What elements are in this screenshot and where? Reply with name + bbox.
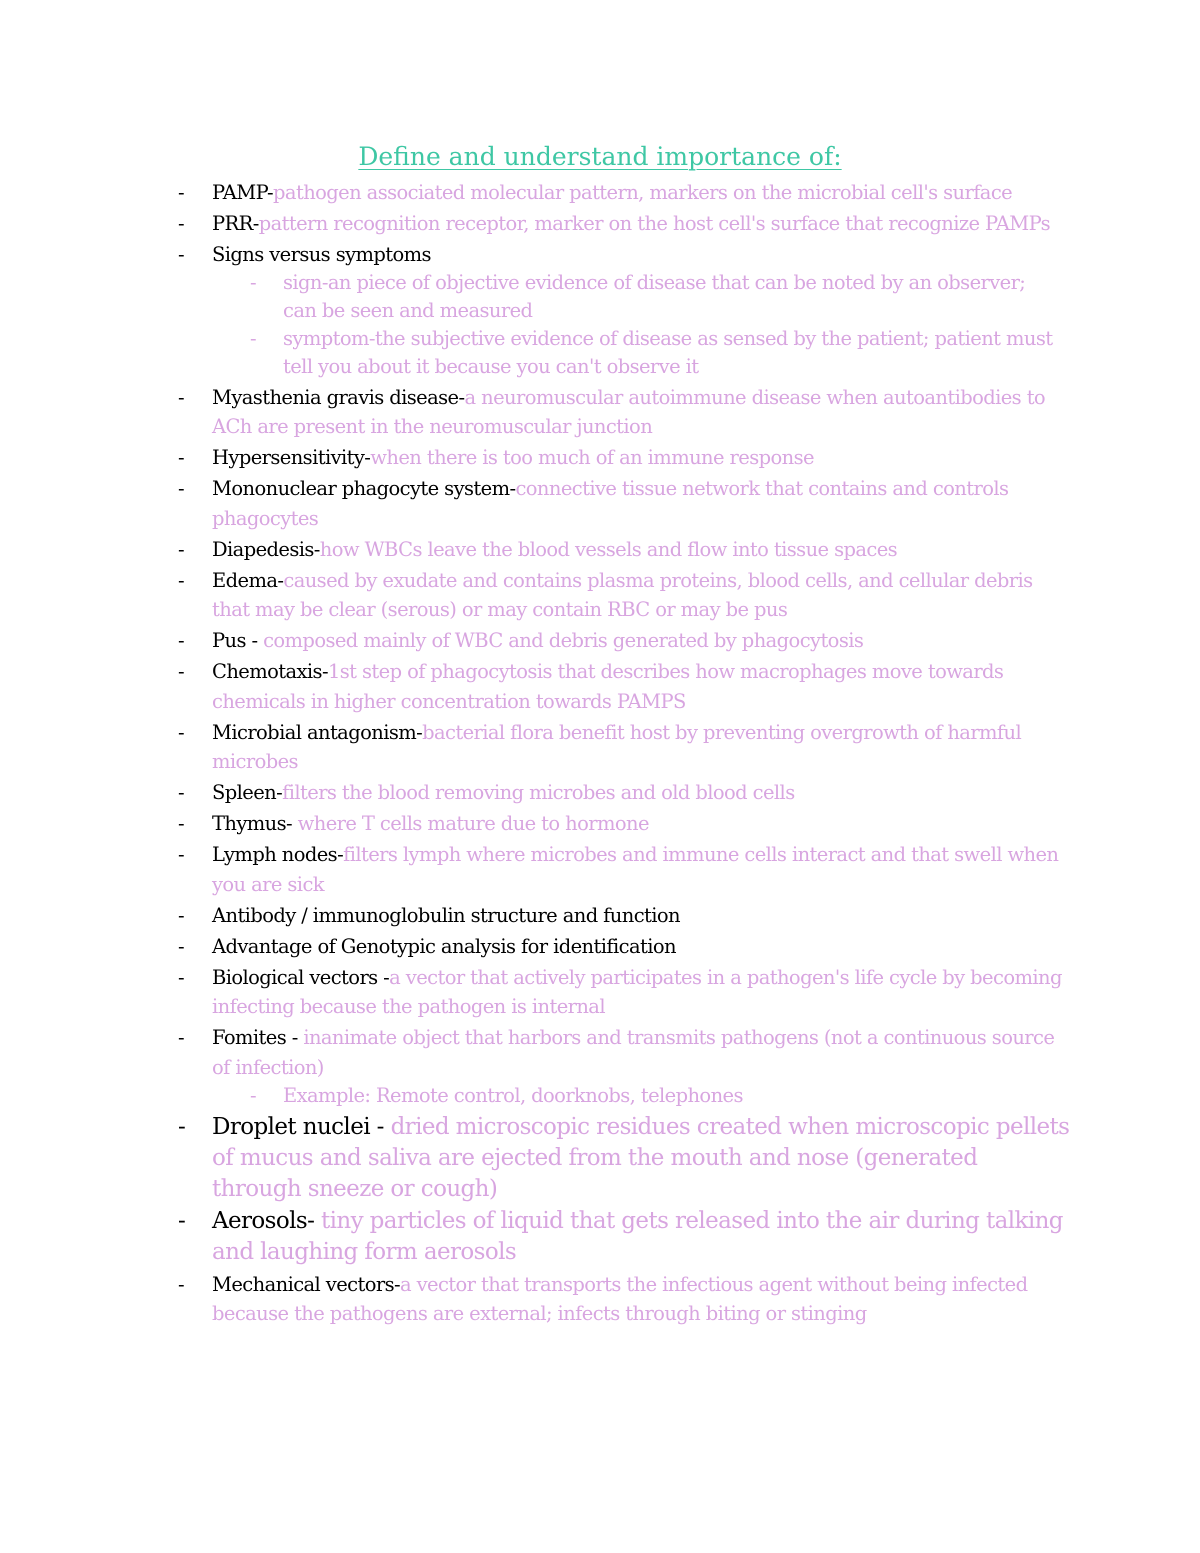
term-label: Mechanical vectors bbox=[212, 1272, 394, 1296]
list-item bbox=[0, 1023, 1072, 1082]
list-item bbox=[0, 240, 1072, 270]
term-separator: - bbox=[277, 568, 284, 592]
bullet-dash: - bbox=[178, 812, 184, 835]
term-separator: - bbox=[245, 629, 264, 652]
bullet-dash: - bbox=[178, 1272, 184, 1296]
term-separator: - bbox=[321, 660, 328, 683]
term-definition: filters the blood removing microbes and old blood cells bbox=[282, 781, 795, 804]
term-definition: 1st step of phagocytosis that describes how macrophages move towards chemicals in higher concentration towards PAMPS bbox=[212, 660, 1004, 713]
term-label: PAMP bbox=[212, 180, 268, 204]
term-label: Microbial antagonism bbox=[212, 720, 417, 744]
sub-bullet-dash: - bbox=[250, 1084, 256, 1107]
term-separator: - bbox=[416, 720, 423, 744]
term-definition: a vector that transports the infectious agent without being infected because the pathogens are external; infects through biting or stinging bbox=[212, 1272, 1028, 1325]
term-definition: pattern recognition receptor, marker on the host cell's surface that recognize PAMPs bbox=[258, 211, 1051, 235]
sub-list-item bbox=[0, 269, 1053, 325]
term-separator: - bbox=[377, 965, 390, 989]
term-label: Pus bbox=[212, 629, 246, 652]
term-definition: connective tissue network that contains and controls phagocytes bbox=[212, 477, 1009, 530]
list-item bbox=[0, 718, 1072, 777]
term-separator: - bbox=[267, 180, 274, 204]
term-separator: - bbox=[393, 1272, 400, 1296]
list-item bbox=[0, 963, 1072, 1022]
list-item bbox=[0, 1112, 1072, 1205]
bullet-dash: - bbox=[178, 446, 184, 469]
list-item bbox=[0, 626, 1072, 656]
bullet-dash: - bbox=[178, 720, 184, 744]
term-separator: - bbox=[252, 211, 259, 235]
term-label: Spleen bbox=[212, 781, 277, 804]
list-item bbox=[0, 383, 1072, 442]
term-separator: - bbox=[313, 537, 320, 561]
term-label: Aerosols bbox=[212, 1208, 308, 1234]
term-separator: - bbox=[286, 812, 298, 835]
bullet-dash: - bbox=[178, 965, 184, 989]
term-label: Myasthenia gravis disease bbox=[212, 385, 459, 409]
sub-list-item bbox=[0, 1082, 1053, 1110]
bullet-dash: - bbox=[178, 1208, 186, 1234]
term-separator: - bbox=[509, 477, 516, 500]
page-title: Define and understand importance of: bbox=[358, 142, 842, 171]
term-label: Mononuclear phagocyte system bbox=[212, 477, 510, 500]
term-separator: - bbox=[276, 781, 283, 804]
term-separator: - bbox=[364, 446, 371, 469]
bullet-dash: - bbox=[178, 385, 184, 409]
bullet-dash: - bbox=[178, 242, 184, 266]
list-item bbox=[0, 178, 1072, 208]
term-label: PRR bbox=[212, 211, 253, 235]
list-item bbox=[0, 840, 1072, 899]
bullet-dash: - bbox=[178, 477, 184, 500]
list-item bbox=[0, 657, 1072, 716]
term-label: Signs versus symptoms bbox=[212, 242, 431, 266]
term-separator: - bbox=[458, 385, 465, 409]
bullet-dash: - bbox=[178, 934, 184, 958]
list-item bbox=[0, 809, 1072, 839]
term-definition: caused by exudate and contains plasma proteins, blood cells, and cellular debris that may be clear (serous) or may contain RBC or may be pus bbox=[212, 568, 1033, 621]
term-separator: - bbox=[307, 1208, 321, 1234]
term-label: Droplet nuclei bbox=[212, 1113, 370, 1140]
list-item bbox=[0, 1206, 1072, 1268]
bullet-dash: - bbox=[178, 660, 184, 683]
sub-bullet-dash: - bbox=[250, 327, 256, 350]
term-definition: dried microscopic residues created when microscopic pellets of mucus and saliva are ejected from the mouth and nose (generated through sneeze or cough) bbox=[212, 1113, 1070, 1202]
term-definition: how WBCs leave the blood vessels and flow into tissue spaces bbox=[319, 537, 898, 561]
term-definition: a neuromuscular autoimmune disease when autoantibodies to ACh are present in the neuromuscular junction bbox=[212, 385, 1046, 438]
list-item bbox=[0, 778, 1072, 808]
bullet-dash: - bbox=[178, 180, 184, 204]
term-label: Lymph nodes bbox=[212, 843, 338, 866]
term-label: Antibody / immunoglobulin structure and function bbox=[212, 903, 681, 927]
list-item bbox=[0, 1270, 1072, 1329]
term-definition: pathogen associated molecular pattern, markers on the microbial cell's surface bbox=[273, 180, 1013, 204]
bullet-dash: - bbox=[178, 211, 184, 235]
term-definition: where T cells mature due to hormone bbox=[297, 812, 649, 835]
list-item bbox=[0, 901, 1072, 931]
term-label: Edema bbox=[212, 568, 278, 592]
sub-item-text: sign-an piece of objective evidence of disease that can be noted by an observer; can be seen and measured bbox=[283, 271, 1026, 322]
term-separator: - bbox=[369, 1113, 391, 1140]
bullet-dash: - bbox=[178, 781, 184, 804]
sub-item-text: Example: Remote control, doorknobs, telephones bbox=[283, 1084, 743, 1107]
list-item bbox=[0, 932, 1072, 962]
bullet-dash: - bbox=[178, 843, 184, 866]
term-separator: - bbox=[337, 843, 344, 866]
term-definition: a vector that actively participates in a pathogen's life cycle by becoming infecting because the pathogen is internal bbox=[212, 965, 1062, 1018]
sub-list-item bbox=[0, 325, 1053, 381]
term-definition: filters lymph where microbes and immune cells interact and that swell when you are sick bbox=[212, 843, 1059, 896]
bullet-dash: - bbox=[178, 537, 184, 561]
bullet-dash: - bbox=[178, 1026, 184, 1049]
term-label: Biological vectors bbox=[212, 965, 378, 989]
bullet-dash: - bbox=[178, 1113, 186, 1140]
term-definition: tiny particles of liquid that gets released into the air during talking and laughing form aerosols bbox=[212, 1208, 1063, 1265]
list-item bbox=[0, 535, 1072, 565]
term-label: Thymus bbox=[212, 812, 287, 835]
term-list bbox=[0, 176, 1200, 1329]
term-label: Chemotaxis bbox=[212, 660, 322, 683]
term-label: Fomites bbox=[212, 1026, 287, 1049]
term-definition: composed mainly of WBC and debris generated by phagocytosis bbox=[263, 629, 864, 652]
term-definition: inanimate object that harbors and transmits pathogens (not a continuous source of infection) bbox=[212, 1026, 1055, 1079]
sub-bullet-dash: - bbox=[250, 271, 256, 294]
list-item bbox=[0, 566, 1072, 625]
list-item bbox=[0, 443, 1072, 473]
bullet-dash: - bbox=[178, 629, 184, 652]
term-definition: bacterial flora benefit host by preventing overgrowth of harmful microbes bbox=[212, 720, 1022, 773]
term-label: Advantage of Genotypic analysis for identification bbox=[212, 934, 676, 958]
bullet-dash: - bbox=[178, 568, 184, 592]
term-separator: - bbox=[286, 1026, 304, 1049]
bullet-dash: - bbox=[178, 903, 184, 927]
term-label: Hypersensitivity bbox=[212, 446, 365, 469]
term-definition: when there is too much of an immune response bbox=[370, 446, 814, 469]
list-item bbox=[0, 474, 1072, 533]
term-label: Diapedesis bbox=[212, 537, 314, 561]
list-item bbox=[0, 209, 1072, 239]
sub-item-text: symptom-the subjective evidence of disease as sensed by the patient; patient must tell you about it because you can't observe it bbox=[283, 327, 1053, 378]
